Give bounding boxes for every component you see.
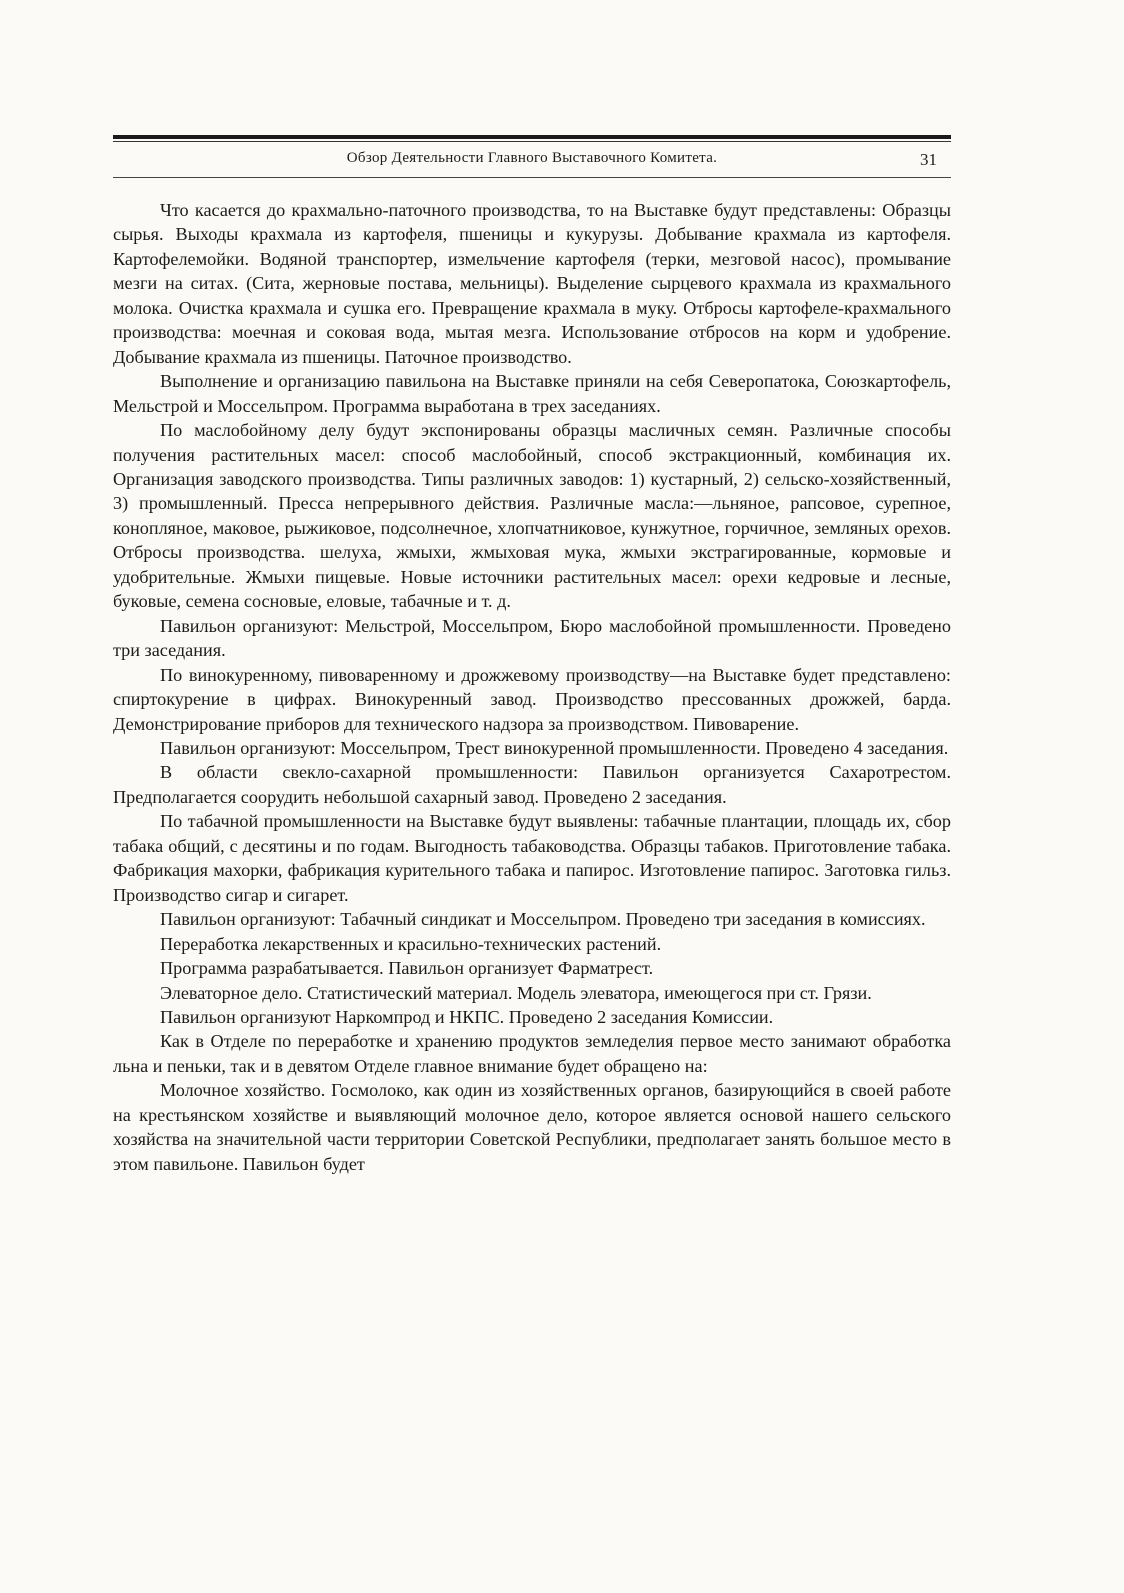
running-header bbox=[113, 150, 951, 176]
header-rule-thick bbox=[113, 135, 951, 139]
paragraph: Как в Отделе по переработке и хранению продуктов земледелия первое место занимают обработка льна и пеньки, так и в девятом Отделе главное внимание будет обращено на: bbox=[113, 1031, 951, 1076]
page-number: 31 bbox=[920, 150, 937, 169]
header-rule-bottom bbox=[113, 177, 951, 178]
paragraph: Павильон организуют Наркомпрод и НКПС. Проведено 2 заседания Комиссии. bbox=[160, 1006, 774, 1027]
paragraph: Павильон организуют: Мельстрой, Моссельпром, Бюро маслобойной промышленности. Проведено три заседания. bbox=[113, 615, 951, 661]
paragraph: По винокуренному, пивоваренному и дрожжевому производству—на Выставке будет представлено: спиртокурение в цифрах. Винокуренный завод. Производство прессованных дрожжей, барда. Демонстрирование приборов для технического надзора за производством. Пивоварение. bbox=[113, 664, 951, 734]
paragraph: Программа разрабатывается. Павильон организует Фарматрест. bbox=[160, 958, 654, 979]
paragraph: Павильон организуют: Моссельпром, Трест винокуренной промышленности. Проведено 4 заседания. bbox=[160, 737, 949, 758]
paragraph: Молочное хозяйство. Госмолоко, как один из хозяйственных органов, базирующийся в своей работе на крестьянском хозяйстве и выявляющий молочное дело, которое является основой нашего сельского хозяйства на значительной части территории Советской Республики, предполагает занять большое место в этом павильоне. Павильон будет bbox=[113, 1080, 951, 1174]
paragraph: Элеваторное дело. Статистический материал. Модель элеватора, имеющегося при ст. Грязи. bbox=[160, 982, 872, 1003]
body-text bbox=[113, 198, 951, 1176]
paragraph: Павильон организуют: Табачный синдикат и Моссельпром. Проведено три заседания в комиссиях. bbox=[160, 909, 926, 930]
paragraph: Что касается до крахмально-паточного производства, то на Выставке будут представлены: Образцы сырья. Выходы крахмала из картофеля, пшеницы и кукурузы. Добывание крахмала из картофеля. Картофелемойки. Водяной транспортер, измельчение картофеля (терки, мезговой насос), промывание мезги на ситах. (Сита, жерновые постава, мельницы). Выделение сырцевого крахмала из крахмального молока. Очистка крахмала и сушка его. Превращение крахмала в муку. Отбросы картофеле-крахмального производства: моечная и соковая вода, мытая мезга. Использование отбросов на корм и удобрение. Добывание крахмала из пшеницы. Паточное производство. bbox=[113, 200, 951, 367]
paragraph: Выполнение и организацию павильона на Выставке приняли на себя Северопатока, Союзкартофель, Мельстрой и Моссельпром. Программа выработана в трех заседаниях. bbox=[113, 371, 951, 416]
paragraph: Переработка лекарственных и красильно-технических растений. bbox=[160, 933, 662, 954]
paragraph: В области свекло-сахарной промышленности: Павильон организуется Сахаротрестом. Предполагается соорудить небольшой сахарный завод. Проведено 2 заседания. bbox=[113, 762, 951, 807]
running-title: Обзор Деятельности Главного Выставочного Комитета. bbox=[346, 150, 718, 166]
paragraph: По маслобойному делу будут экспонированы образцы масличных семян. Различные способы получения растительных масел: способ маслобойный, способ экстракционный, комбинация их. Организация заводского производства. Типы различных заводов: 1) кустарный, 2) сельско-хозяйственный, 3) промышленный. Пресса непрерывного действия. Различные масла:—льняное, рапсовое, сурепное, конопляное, маковое, рыжиковое, подсолнечное, хлопчатниковое, кунжутное, горчичное, земляных орехов. Отбросы производства. шелуха, жмыхи, жмыховая мука, жмыхи экстрагированные, кормовые и удобрительные. Жмыхи пищевые. Новые источники растительных масел: орехи кедровые и лесные, буковые, семена сосновые, еловые, табачные и т. д. bbox=[113, 420, 951, 612]
header-rule-thin bbox=[113, 141, 951, 142]
paragraph: По табачной промышленности на Выставке будут выявлены: табачные плантации, площадь их, сбор табака общий, с десятины и по годам. Выгодность табаководства. Образцы табаков. Приготовление табака. Фабрикация махорки, фабрикация курительного табака и папирос. Изготовление папирос. Заготовка гильз. Производство сигар и сигарет. bbox=[113, 811, 951, 905]
